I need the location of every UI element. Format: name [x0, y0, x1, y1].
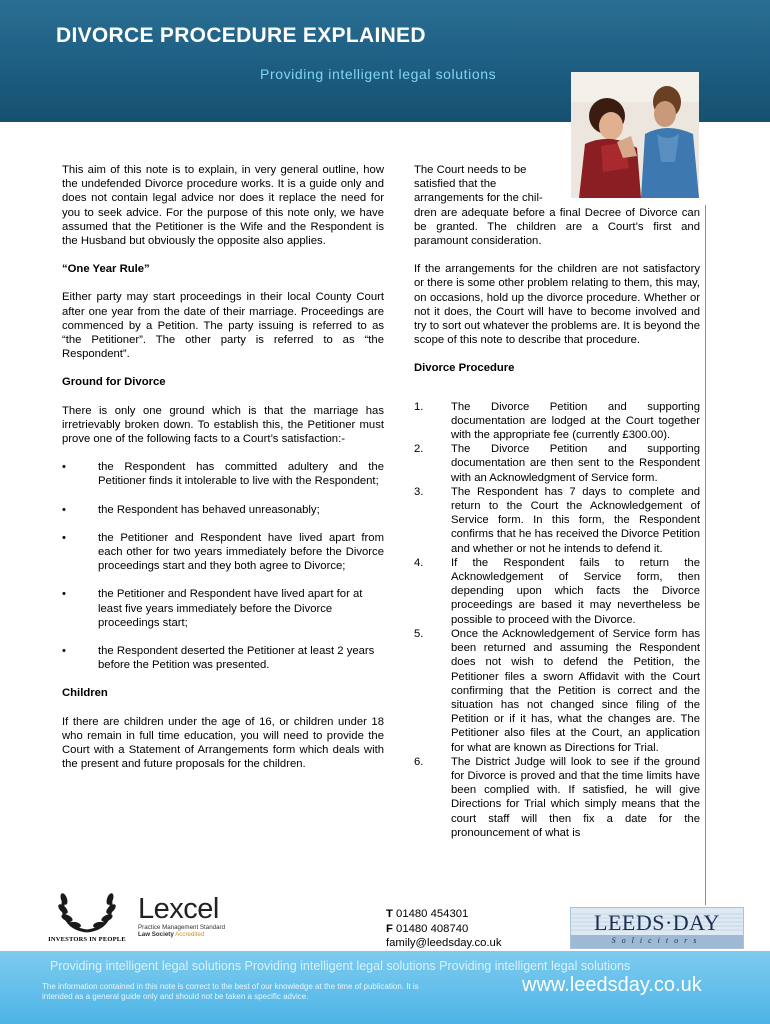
email-address[interactable]: family@leedsday.co.uk	[386, 937, 502, 949]
step-text: The Divorce Petition and supporting documentation are then sent to the Respondent with an Acknowledgment of Service form.	[451, 443, 700, 484]
step-number: 5.	[414, 627, 424, 640]
step-text: The District Judge will look to see if the ground for Divorce is proved and that the time limits have been complied with. If satisfied, he will give Directions for Trial which simply means that the court staff will then fix a date for the pronouncement of what is	[451, 755, 700, 839]
bullet-marker: •	[62, 503, 66, 516]
intro-paragraph: This aim of this note is to explain, in very general outline, how the undefended Divorce procedure works. It is a guide only and does not contain legal advice nor does it replace the need for you to seek advice. For the purpose of this note only, we have assumed that the Petitioner is the Wife and the Respondent is the Husband but obviously the opposite also applies.	[62, 164, 384, 248]
list-item-text: the Respondent has behaved unreasonably;	[98, 503, 320, 516]
step-number: 2.	[414, 443, 424, 456]
contact-block	[386, 907, 502, 951]
procedure-step	[414, 485, 700, 556]
right-column	[414, 163, 700, 840]
list-item	[62, 531, 384, 574]
lexcel-logo	[138, 895, 238, 945]
heading-divorce-procedure: Divorce Procedure	[414, 362, 515, 375]
children-paragraph: If there are children under the age of 16, or children under 18 who remain in full time education, you will need to provide the Court with a Statement of Arrangements form which deals with the present and future proposals for the children.	[62, 715, 384, 771]
bullet-marker: •	[62, 461, 66, 474]
step-number: 3.	[414, 485, 424, 498]
bullet-marker: •	[62, 531, 66, 544]
one-year-rule-paragraph: Either party may start proceedings in their local County Court after one year from the date of their marriage. Proceedings are commenced by a Petition. The party issuing is referred to as “the Petitioner”. The other party is referred to as “the Respondent”.	[62, 291, 384, 361]
investors-in-people-logo	[46, 885, 128, 947]
heading-children: Children	[62, 687, 108, 700]
fax-label: F	[386, 922, 393, 935]
step-text: If the Respondent fails to return the Acknowledgement of Service form, then depending upon which facts the Divorce proceedings are based it may nevertheless be possible to proceed with the Divorce.	[451, 556, 700, 626]
column-divider	[705, 205, 706, 905]
leeds-day-logo	[570, 907, 744, 949]
step-number: 4.	[414, 556, 424, 569]
step-text: Once the Acknowledgement of Service form has been returned and assuming the Respondent does not wish to defend the Petition, the Petitioner files a sworn Affidavit with the Court confirming that the Petition is correct and the situation has not changed since filing of the Petition or if it has, what the changes are. The Petitioner also files at the Court, an application for what are known as Directions for Trial.	[451, 627, 700, 754]
lexcel-wordmark: Lexcel	[138, 893, 219, 925]
accredited-label: Accredited	[175, 931, 205, 938]
page-title: DIVORCE PROCEDURE EXPLAINED	[56, 24, 426, 47]
list-item	[62, 460, 384, 488]
procedure-step	[414, 627, 700, 755]
left-column	[62, 163, 384, 786]
firm-subtitle: Solicitors	[611, 936, 703, 945]
list-item	[62, 644, 384, 672]
ground-paragraph: There is only one ground which is that the marriage has irretrievably broken down. To establish this, the Petitioner must prove one of the following facts to a Court’s satisfaction:-	[62, 404, 384, 446]
lexcel-accreditation	[138, 931, 238, 938]
step-number: 1.	[414, 400, 424, 413]
footer-banner	[0, 951, 770, 1024]
procedure-step	[414, 755, 700, 840]
footer-tagline: Providing intelligent legal solutions Providing intelligent legal solutions Providing intelligent legal solutions	[50, 959, 631, 973]
bullet-marker: •	[62, 588, 66, 601]
step-text: The Respondent has 7 days to complete and return to the Court the Acknowledgement of Service form. In this form, the Respondent confirms that he has received the Divorce Petition and whether or not he intends to defend it.	[451, 485, 700, 555]
court-line-1: The Court needs to be	[414, 164, 527, 176]
procedure-step	[414, 442, 700, 485]
list-item	[62, 587, 384, 630]
heading-one-year-rule: “One Year Rule”	[62, 263, 150, 276]
procedure-step	[414, 400, 700, 443]
law-society-label: Law Society	[138, 931, 174, 938]
court-line-2: satisfied that the	[414, 178, 497, 191]
court-line-3: arrangements for the chil-	[414, 192, 543, 205]
list-item-text: the Respondent has committed adultery and the Petitioner finds it intolerable to live with the Respondent;	[98, 461, 384, 488]
list-item-text: the Petitioner and Respondent have lived apart from each other for two years immediately before the Divorce proceedings start and they both agree to Divorce;	[98, 531, 384, 573]
phone-line	[386, 907, 502, 922]
lexcel-subtitle: Practice Management Standard	[138, 924, 226, 931]
arrangements-paragraph: If the arrangements for the children are not satisfactory or there is some other problem relating to them, this may, on occasions, hold up the divorce procedure. Whether or not it does, the Court will have to become involved and try to sort out whatever the problems are. It is beyond the scope of this note to describe that procedure.	[414, 263, 700, 347]
heading-ground-for-divorce: Ground for Divorce	[62, 376, 166, 389]
step-text: The Divorce Petition and supporting documentation are lodged at the Court together with the appropriate fee (currently £300.00).	[451, 400, 700, 442]
procedure-step	[414, 556, 700, 627]
footer-disclaimer: The information contained in this note is correct to the best of our knowledge at the time of publication. It is intended as a general guide only and should not be taken a specific advice.	[42, 982, 419, 1001]
step-number: 6.	[414, 755, 424, 768]
header-tagline: Providing intelligent legal solutions	[260, 66, 497, 82]
fax-line	[386, 922, 502, 937]
bullet-marker: •	[62, 645, 66, 658]
investors-in-people-label: INVESTORS IN PEOPLE	[48, 936, 126, 943]
court-paragraph: dren are adequate before a final Decree of Divorce can be granted. The children are a Court’s first and paramount consideration.	[414, 206, 700, 248]
list-item-text: the Petitioner and Respondent have lived apart for at least five years immediately before the Divorce proceedings start;	[98, 588, 363, 629]
firm-name: LEEDS·DAY	[594, 910, 720, 935]
phone-label: T	[386, 908, 393, 920]
phone-number: 01480 454301	[396, 908, 469, 920]
list-item	[62, 503, 384, 517]
website-link[interactable]: www.leedsday.co.uk	[522, 974, 702, 996]
fax-number: 01480 408740	[396, 922, 469, 935]
list-item-text: the Respondent deserted the Petitioner at least 2 years before the Petition was presented.	[98, 645, 375, 672]
